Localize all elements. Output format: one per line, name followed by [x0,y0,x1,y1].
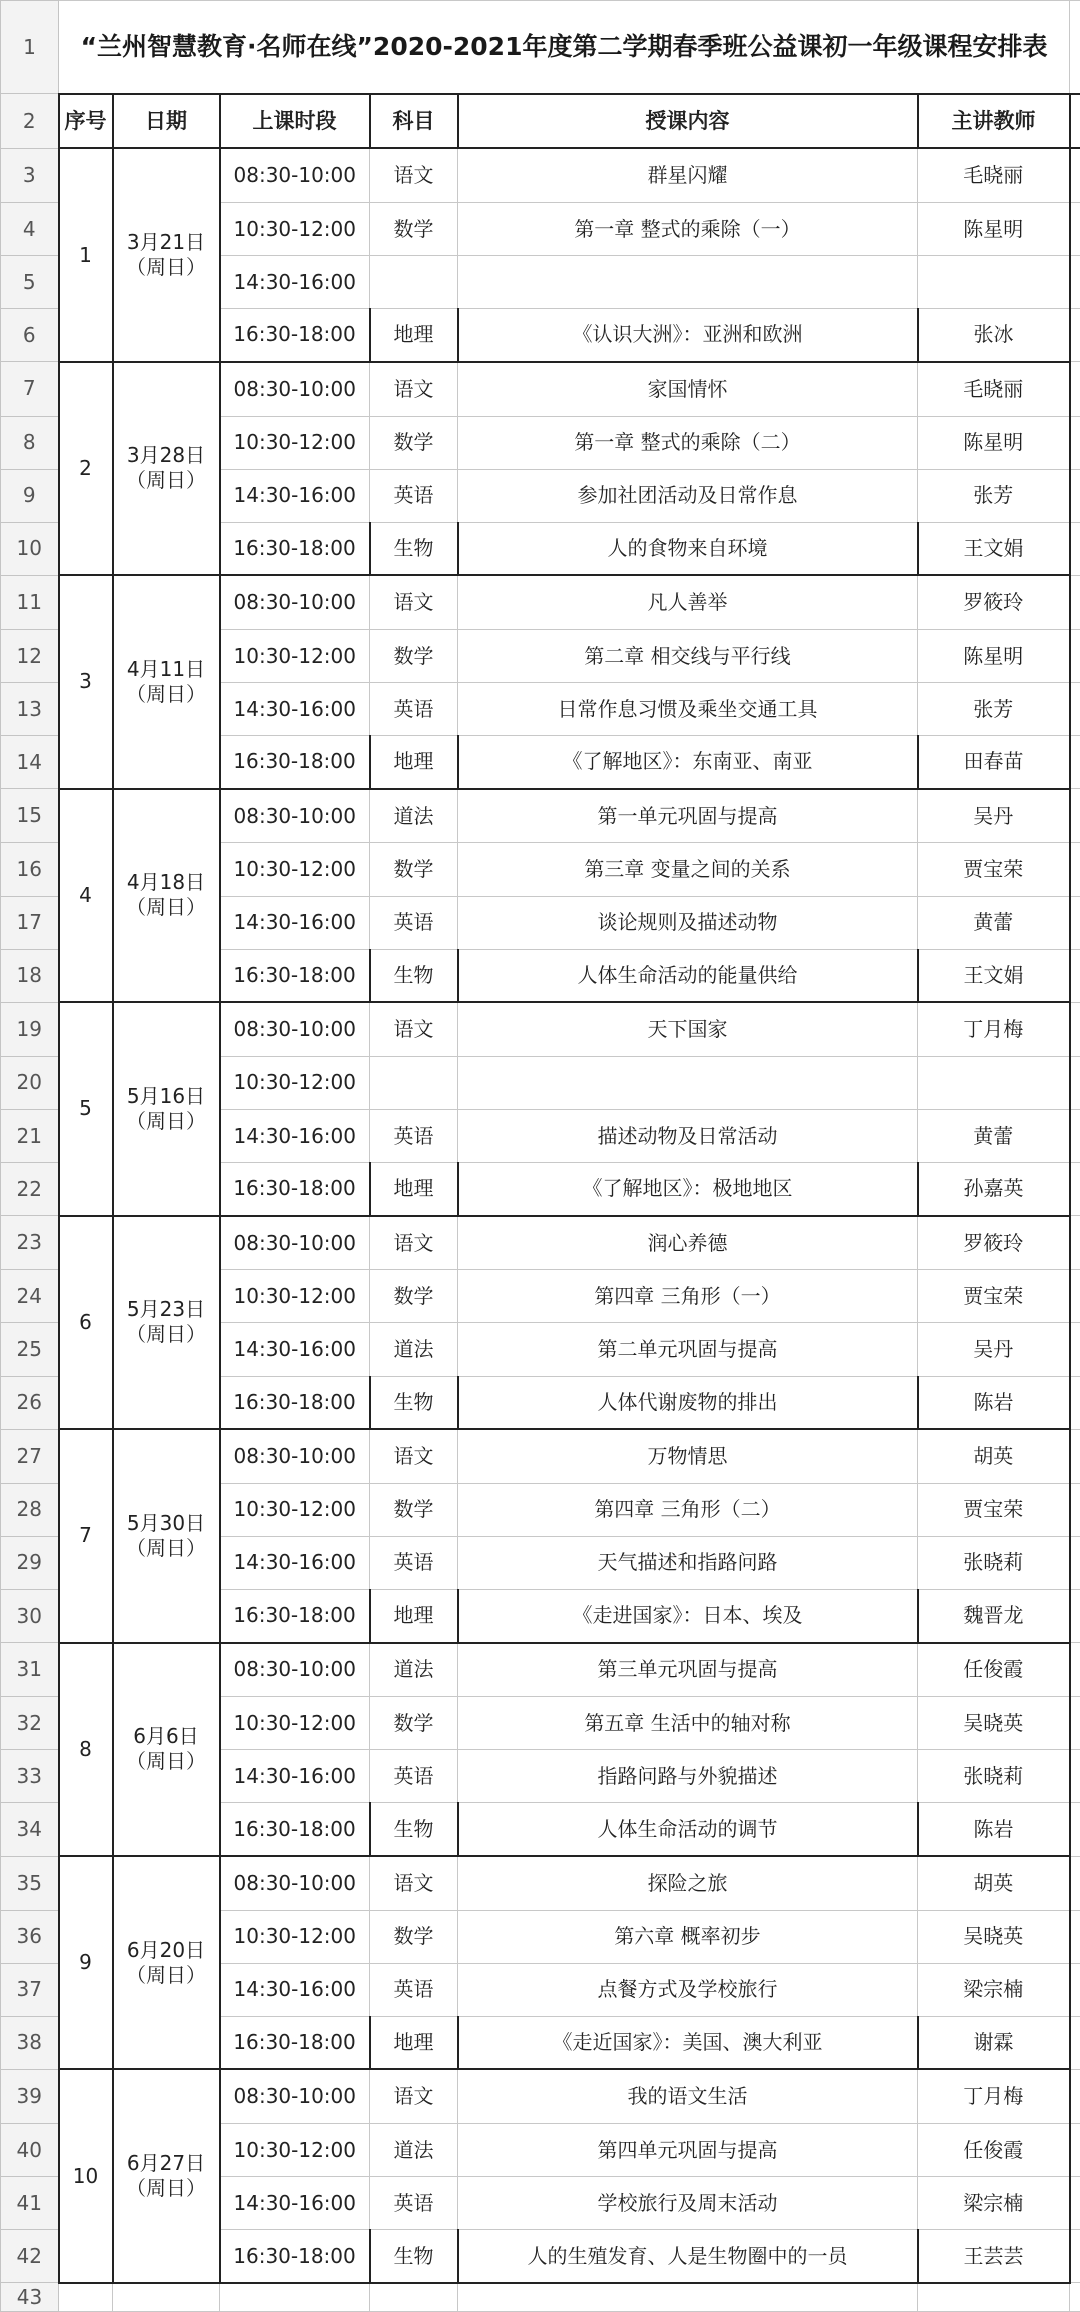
group-number: 1 [59,148,113,361]
row-number: 29 [1,1536,59,1589]
cell-subject: 数学 [370,203,458,256]
row-number: 37 [1,1963,59,2016]
empty-cell [113,2283,220,2312]
cell-time: 10:30-12:00 [220,1056,370,1109]
cell-subject: 数学 [370,629,458,682]
cell-subject: 数学 [370,1697,458,1750]
cell-subject: 数学 [370,1910,458,1963]
filler-column [1070,1,1080,94]
filler-column [1070,2016,1080,2069]
cell-content: 第四章 三角形（二） [458,1483,918,1536]
filler-column [1070,522,1080,575]
cell-subject: 英语 [370,1963,458,2016]
cell-subject: 语文 [370,2069,458,2123]
cell-content [458,256,918,309]
cell-time: 16:30-18:00 [220,1376,370,1429]
filler-column [1070,1109,1080,1162]
cell-content: 《走进国家》：日本、埃及 [458,1589,918,1642]
cell-time: 08:30-10:00 [220,362,370,416]
cell-content: 第三章 变量之间的关系 [458,843,918,896]
cell-subject: 地理 [370,2016,458,2069]
cell-subject: 数学 [370,416,458,469]
row-number: 12 [1,629,59,682]
cell-content: 第一单元巩固与提高 [458,789,918,843]
cell-subject: 生物 [370,522,458,575]
cell-teacher: 吴晓英 [918,1697,1070,1750]
cell-content: 学校旅行及周末活动 [458,2177,918,2230]
cell-content: 人的生殖发育、人是生物圈中的一员 [458,2230,918,2283]
cell-time: 16:30-18:00 [220,1803,370,1856]
cell-subject: 数学 [370,843,458,896]
cell-content: 指路问路与外貌描述 [458,1750,918,1803]
row-number: 14 [1,736,59,789]
table-row [1,2069,1080,2123]
cell-teacher: 张冰 [918,309,1070,362]
cell-time: 16:30-18:00 [220,1589,370,1642]
row-number: 36 [1,1910,59,1963]
cell-content: 描述动物及日常活动 [458,1109,918,1162]
cell-time: 08:30-10:00 [220,1856,370,1910]
cell-teacher: 张芳 [918,683,1070,736]
filler-column [1070,1376,1080,1429]
cell-teacher: 梁宗楠 [918,2177,1070,2230]
cell-content: 凡人善举 [458,575,918,629]
cell-teacher: 黄蕾 [918,1109,1070,1162]
row-number: 15 [1,789,59,843]
cell-teacher: 王芸芸 [918,2230,1070,2283]
row-number: 28 [1,1483,59,1536]
header-subject: 科目 [370,94,458,148]
cell-time: 08:30-10:00 [220,2069,370,2123]
cell-content: 第一章 整式的乘除（一） [458,203,918,256]
table-row [1,1002,1080,1056]
filler-column [1070,736,1080,789]
filler-column [1070,1643,1080,1697]
filler-column [1070,1163,1080,1216]
filler-column [1070,2124,1080,2177]
cell-teacher: 谢霖 [918,2016,1070,2069]
cell-teacher: 毛晓丽 [918,148,1070,202]
row-number: 5 [1,256,59,309]
cell-subject: 道法 [370,1643,458,1697]
row-number: 35 [1,1856,59,1910]
cell-subject: 地理 [370,736,458,789]
cell-content: 《了解地区》：极地地区 [458,1163,918,1216]
row-number: 3 [1,148,59,202]
cell-subject: 地理 [370,309,458,362]
cell-subject [370,256,458,309]
filler-column [1070,2283,1080,2312]
table-row [1,1856,1080,1910]
cell-teacher: 吴晓英 [918,1910,1070,1963]
cell-content: 我的语文生活 [458,2069,918,2123]
cell-content: 天气描述和指路问路 [458,1536,918,1589]
row-number: 13 [1,683,59,736]
row-number: 20 [1,1056,59,1109]
cell-teacher [918,1056,1070,1109]
cell-subject: 地理 [370,1163,458,1216]
row-number: 31 [1,1643,59,1697]
row-number: 18 [1,949,59,1002]
cell-subject: 地理 [370,1589,458,1642]
cell-teacher: 陈星明 [918,203,1070,256]
cell-time: 14:30-16:00 [220,469,370,522]
group-date: 3月28日（周日） [113,362,220,575]
filler-column [1070,683,1080,736]
empty-cell [370,2283,458,2312]
table-row [1,1643,1080,1697]
cell-teacher: 梁宗楠 [918,1963,1070,2016]
filler-column [1070,1536,1080,1589]
filler-column [1070,1963,1080,2016]
group-number: 5 [59,1002,113,1215]
cell-time: 14:30-16:00 [220,1750,370,1803]
cell-teacher: 田春苗 [918,736,1070,789]
filler-column [1070,1856,1080,1910]
group-number: 10 [59,2069,113,2282]
row-number: 21 [1,1109,59,1162]
row-number: 38 [1,2016,59,2069]
filler-column [1070,203,1080,256]
filler-column [1070,2069,1080,2123]
cell-time: 10:30-12:00 [220,1483,370,1536]
cell-subject: 语文 [370,1216,458,1270]
filler-column [1070,94,1080,148]
cell-time: 16:30-18:00 [220,522,370,575]
filler-column [1070,256,1080,309]
filler-column [1070,1750,1080,1803]
cell-content: 第六章 概率初步 [458,1910,918,1963]
cell-subject: 语文 [370,362,458,416]
cell-teacher: 罗筱玲 [918,575,1070,629]
cell-subject: 数学 [370,1483,458,1536]
cell-content: 第三单元巩固与提高 [458,1643,918,1697]
header-teacher: 主讲教师 [918,94,1070,148]
table-row [1,575,1080,629]
cell-time: 08:30-10:00 [220,1643,370,1697]
filler-column [1070,629,1080,682]
cell-teacher: 胡英 [918,1856,1070,1910]
cell-subject [370,1056,458,1109]
cell-subject: 英语 [370,683,458,736]
cell-subject: 道法 [370,2124,458,2177]
cell-content: 万物情思 [458,1429,918,1483]
group-number: 7 [59,1429,113,1642]
empty-cell [220,2283,370,2312]
filler-column [1070,2177,1080,2230]
cell-teacher: 任俊霞 [918,2124,1070,2177]
cell-time: 16:30-18:00 [220,736,370,789]
cell-teacher: 陈星明 [918,629,1070,682]
filler-column [1070,416,1080,469]
cell-content [458,1056,918,1109]
group-date: 5月30日（周日） [113,1429,220,1642]
cell-teacher: 张晓莉 [918,1536,1070,1589]
sheet-title: “兰州智慧教育·名师在线”2020-2021年度第二学期春季班公益课初一年级课程安排表 [59,1,1070,94]
filler-column [1070,309,1080,362]
cell-time: 08:30-10:00 [220,1429,370,1483]
row-number: 6 [1,309,59,362]
cell-teacher: 陈岩 [918,1803,1070,1856]
cell-time: 14:30-16:00 [220,1323,370,1376]
cell-content: 参加社团活动及日常作息 [458,469,918,522]
cell-subject: 道法 [370,1323,458,1376]
cell-time: 14:30-16:00 [220,2177,370,2230]
filler-column [1070,1216,1080,1270]
table-row [1,1216,1080,1270]
cell-teacher: 毛晓丽 [918,362,1070,416]
row-number: 27 [1,1429,59,1483]
row-number: 30 [1,1589,59,1642]
row-number: 8 [1,416,59,469]
cell-subject: 英语 [370,1536,458,1589]
row-number: 17 [1,896,59,949]
filler-column [1070,896,1080,949]
cell-content: 第一章 整式的乘除（二） [458,416,918,469]
cell-time: 08:30-10:00 [220,789,370,843]
cell-content: 日常作息习惯及乘坐交通工具 [458,683,918,736]
filler-column [1070,1270,1080,1323]
cell-subject: 语文 [370,1429,458,1483]
table-row [1,789,1080,843]
group-date: 6月6日（周日） [113,1643,220,1856]
row-number: 26 [1,1376,59,1429]
row-number: 42 [1,2230,59,2283]
group-number: 6 [59,1216,113,1429]
row-number: 32 [1,1697,59,1750]
row-number: 41 [1,2177,59,2230]
filler-column [1070,148,1080,202]
cell-teacher: 吴丹 [918,789,1070,843]
cell-content: 人体代谢废物的排出 [458,1376,918,1429]
filler-column [1070,2230,1080,2283]
group-date: 3月21日（周日） [113,148,220,361]
group-date: 5月16日（周日） [113,1002,220,1215]
header-date: 日期 [113,94,220,148]
cell-content: 第五章 生活中的轴对称 [458,1697,918,1750]
empty-cell [918,2283,1070,2312]
cell-content: 人体生命活动的调节 [458,1803,918,1856]
row-number: 24 [1,1270,59,1323]
cell-content: 家国情怀 [458,362,918,416]
cell-content: 谈论规则及描述动物 [458,896,918,949]
filler-column [1070,1002,1080,1056]
row-number: 7 [1,362,59,416]
filler-column [1070,1056,1080,1109]
filler-column [1070,1429,1080,1483]
filler-column [1070,1697,1080,1750]
cell-teacher: 任俊霞 [918,1643,1070,1697]
cell-teacher: 贾宝荣 [918,1270,1070,1323]
cell-teacher: 胡英 [918,1429,1070,1483]
cell-time: 10:30-12:00 [220,2124,370,2177]
cell-time: 16:30-18:00 [220,949,370,1002]
empty-cell [458,2283,918,2312]
cell-time: 10:30-12:00 [220,416,370,469]
filler-column [1070,362,1080,416]
row-number: 11 [1,575,59,629]
filler-column [1070,1483,1080,1536]
row-number: 39 [1,2069,59,2123]
cell-content: 点餐方式及学校旅行 [458,1963,918,2016]
filler-column [1070,1589,1080,1642]
filler-column [1070,1323,1080,1376]
header-content: 授课内容 [458,94,918,148]
cell-content: 第二章 相交线与平行线 [458,629,918,682]
cell-teacher: 贾宝荣 [918,1483,1070,1536]
cell-content: 第二单元巩固与提高 [458,1323,918,1376]
row-number: 19 [1,1002,59,1056]
cell-subject: 英语 [370,1750,458,1803]
cell-time: 14:30-16:00 [220,1536,370,1589]
cell-teacher: 孙嘉英 [918,1163,1070,1216]
group-date: 6月20日（周日） [113,1856,220,2069]
cell-teacher: 吴丹 [918,1323,1070,1376]
cell-time: 16:30-18:00 [220,1163,370,1216]
cell-content: 人体生命活动的能量供给 [458,949,918,1002]
cell-content: 第四单元巩固与提高 [458,2124,918,2177]
cell-time: 08:30-10:00 [220,1002,370,1056]
cell-time: 14:30-16:00 [220,256,370,309]
cell-time: 08:30-10:00 [220,575,370,629]
table-row [1,1429,1080,1483]
header-time: 上课时段 [220,94,370,148]
cell-subject: 英语 [370,896,458,949]
cell-time: 10:30-12:00 [220,1270,370,1323]
cell-content: 第四章 三角形（一） [458,1270,918,1323]
cell-content: 《了解地区》：东南亚、南亚 [458,736,918,789]
cell-subject: 生物 [370,949,458,1002]
row-number: 10 [1,522,59,575]
group-number: 2 [59,362,113,575]
cell-teacher: 陈星明 [918,416,1070,469]
cell-subject: 语文 [370,1002,458,1056]
cell-teacher: 张晓莉 [918,1750,1070,1803]
cell-subject: 语文 [370,148,458,202]
row-number: 1 [1,1,59,94]
group-number: 9 [59,1856,113,2069]
row-number: 16 [1,843,59,896]
row-number: 23 [1,1216,59,1270]
empty-cell [59,2283,113,2312]
header-row [1,94,1080,148]
table-row [1,148,1080,202]
title-row [1,1,1080,94]
cell-time: 14:30-16:00 [220,896,370,949]
cell-time: 14:30-16:00 [220,1963,370,2016]
filler-column [1070,843,1080,896]
group-number: 3 [59,575,113,788]
cell-teacher: 张芳 [918,469,1070,522]
cell-subject: 道法 [370,789,458,843]
cell-time: 16:30-18:00 [220,2016,370,2069]
filler-column [1070,789,1080,843]
cell-subject: 英语 [370,1109,458,1162]
filler-column [1070,1803,1080,1856]
cell-content: 人的食物来自环境 [458,522,918,575]
row-number: 25 [1,1323,59,1376]
cell-time: 08:30-10:00 [220,1216,370,1270]
header-no: 序号 [59,94,113,148]
cell-subject: 生物 [370,1376,458,1429]
filler-column [1070,949,1080,1002]
table-row [1,2283,1080,2312]
cell-content: 群星闪耀 [458,148,918,202]
cell-time: 16:30-18:00 [220,2230,370,2283]
row-number: 33 [1,1750,59,1803]
cell-teacher [918,256,1070,309]
row-number: 9 [1,469,59,522]
cell-subject: 英语 [370,469,458,522]
cell-teacher: 黄蕾 [918,896,1070,949]
cell-time: 10:30-12:00 [220,203,370,256]
cell-content: 《认识大洲》：亚洲和欧洲 [458,309,918,362]
cell-time: 16:30-18:00 [220,309,370,362]
row-number: 4 [1,203,59,256]
group-date: 4月11日（周日） [113,575,220,788]
cell-subject: 数学 [370,1270,458,1323]
cell-subject: 语文 [370,1856,458,1910]
cell-time: 08:30-10:00 [220,148,370,202]
cell-teacher: 丁月梅 [918,2069,1070,2123]
cell-teacher: 贾宝荣 [918,843,1070,896]
filler-column [1070,575,1080,629]
cell-time: 14:30-16:00 [220,683,370,736]
cell-content: 探险之旅 [458,1856,918,1910]
row-number: 22 [1,1163,59,1216]
cell-teacher: 陈岩 [918,1376,1070,1429]
group-date: 6月27日（周日） [113,2069,220,2282]
cell-time: 10:30-12:00 [220,629,370,682]
row-number: 43 [1,2283,59,2312]
row-number: 34 [1,1803,59,1856]
cell-content: 润心养德 [458,1216,918,1270]
cell-teacher: 王文娟 [918,522,1070,575]
cell-subject: 生物 [370,1803,458,1856]
cell-teacher: 丁月梅 [918,1002,1070,1056]
group-number: 4 [59,789,113,1002]
cell-teacher: 魏晋龙 [918,1589,1070,1642]
cell-teacher: 罗筱玲 [918,1216,1070,1270]
row-number: 40 [1,2124,59,2177]
cell-time: 10:30-12:00 [220,1697,370,1750]
cell-subject: 生物 [370,2230,458,2283]
filler-column [1070,1910,1080,1963]
cell-subject: 语文 [370,575,458,629]
group-date: 4月18日（周日） [113,789,220,1002]
cell-time: 14:30-16:00 [220,1109,370,1162]
row-number: 2 [1,94,59,148]
group-date: 5月23日（周日） [113,1216,220,1429]
cell-teacher: 王文娟 [918,949,1070,1002]
cell-subject: 英语 [370,2177,458,2230]
cell-time: 10:30-12:00 [220,843,370,896]
table-row [1,362,1080,416]
cell-content: 天下国家 [458,1002,918,1056]
cell-time: 10:30-12:00 [220,1910,370,1963]
filler-column [1070,469,1080,522]
group-number: 8 [59,1643,113,1856]
cell-content: 《走近国家》：美国、澳大利亚 [458,2016,918,2069]
